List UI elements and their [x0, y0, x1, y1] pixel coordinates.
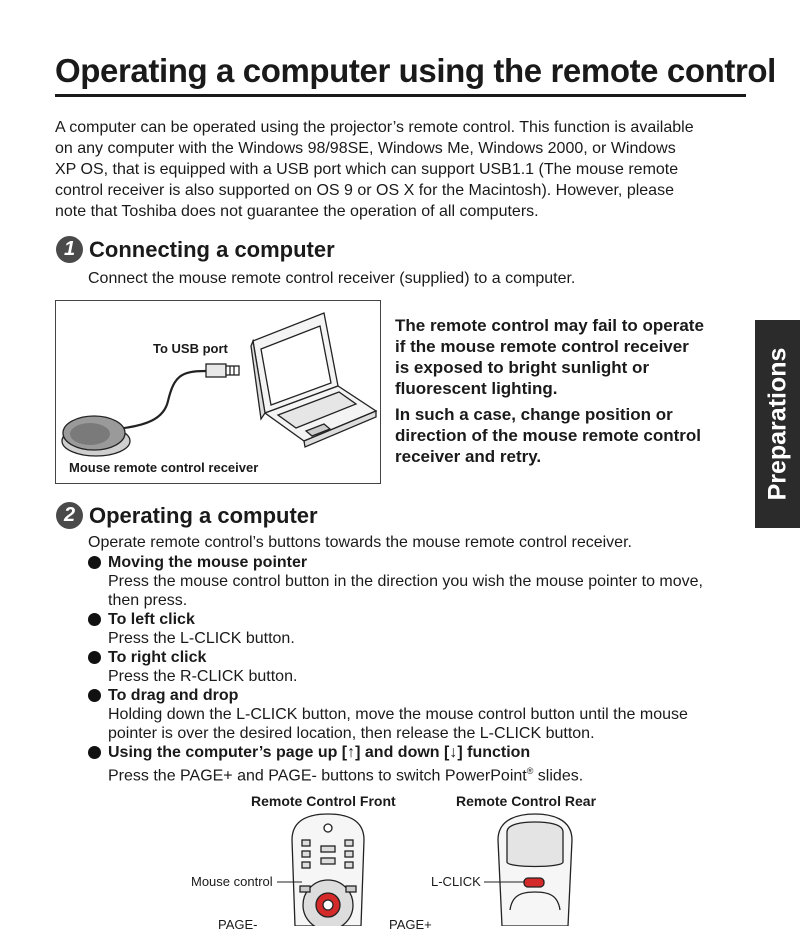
title-underline	[55, 94, 746, 97]
list-item-text: then press.	[108, 592, 188, 609]
section1-text: Connect the mouse remote control receiver (supplied) to a computer.	[88, 270, 576, 287]
warning-line: if the mouse remote control receiver	[395, 337, 689, 356]
remote-rear-title: Remote Control Rear	[456, 793, 597, 809]
section2-title: Operating a computer	[89, 502, 318, 528]
advice-line: direction of the mouse remote control	[395, 426, 702, 445]
registered-mark: ®	[526, 766, 534, 776]
usb-plug-icon	[206, 364, 239, 377]
remote-front-icon	[292, 814, 364, 926]
advice-line: In such a case, change position or	[395, 405, 673, 424]
list-item-text: Press the PAGE+ and PAGE- buttons to switch PowerPoint® slides.	[108, 766, 584, 785]
intro-line: control receiver is also supported on OS 9 or OS X for the Macintosh). However, please	[55, 182, 674, 199]
page-plus-label: PAGE+	[389, 917, 432, 932]
list-item-text: pointer is over the desired location, then release the L-CLICK button.	[108, 725, 595, 742]
list-item	[88, 686, 768, 743]
warning-line: The remote control may fail to operate	[395, 316, 704, 335]
warning-line: fluorescent lighting.	[395, 379, 558, 398]
intro-paragraph	[55, 117, 755, 222]
intro-line: on any computer with the Windows 98/98SE, Windows Me, Windows 2000, or Windows	[55, 140, 676, 157]
usb-cable	[116, 371, 206, 429]
list-item-text: Press the R-CLICK button.	[108, 668, 298, 685]
list-item-text: Holding down the L-CLICK button, move the mouse control button until the mouse	[108, 706, 688, 723]
usb-port-label: To USB port	[153, 341, 228, 356]
operations-list	[88, 553, 768, 785]
bullet-icon	[88, 746, 101, 759]
laptop-receiver-illustration	[56, 301, 380, 483]
side-tab-label: Preparations	[763, 347, 791, 501]
list-item-heading: To right click	[108, 649, 207, 666]
bullet-icon	[88, 689, 101, 702]
intro-line: XP OS, that is equipped with a USB port which can support USB1.1 (The mouse remote	[55, 161, 679, 178]
list-item	[88, 743, 768, 785]
list-item	[88, 648, 768, 686]
remote-illustration	[180, 810, 650, 926]
warning-note	[395, 315, 755, 467]
section1-title: Connecting a computer	[89, 236, 335, 262]
list-item-text: Press the L-CLICK button.	[108, 630, 295, 647]
section1-heading	[56, 236, 335, 263]
step-number-badge: 2	[56, 502, 83, 529]
step-number-badge: 1	[56, 236, 83, 263]
intro-line: A computer can be operated using the projector’s remote control. This function is available	[55, 119, 694, 136]
list-item-text: Press the mouse control button in the direction you wish the mouse pointer to move,	[108, 573, 703, 590]
mouse-receiver-icon	[62, 416, 130, 456]
bullet-icon	[88, 651, 101, 664]
section2-heading	[56, 502, 318, 529]
warning-line: is exposed to bright sunlight or	[395, 358, 650, 377]
page-minus-label: PAGE-	[218, 917, 258, 932]
page-title: Operating a computer using the remote control	[55, 52, 776, 89]
laptop-icon	[251, 313, 376, 447]
list-item-heading: Moving the mouse pointer	[108, 554, 308, 571]
section-side-tab	[755, 320, 800, 528]
connection-figure	[55, 300, 381, 484]
list-item-heading: Using the computer’s page up [↑] and down [↓] function	[108, 744, 531, 761]
bullet-icon	[88, 613, 101, 626]
section2-text: Operate remote control’s buttons towards the mouse remote control receiver.	[88, 534, 632, 551]
remote-front-title: Remote Control Front	[251, 793, 396, 809]
list-item-heading: To drag and drop	[108, 687, 239, 704]
advice-line: receiver and retry.	[395, 447, 542, 466]
list-item	[88, 553, 768, 610]
list-item-heading: To left click	[108, 611, 195, 628]
intro-line: note that Toshiba does not guarantee the operation of all computers.	[55, 203, 539, 220]
bullet-icon	[88, 556, 101, 569]
lclick-label: L-CLICK	[431, 874, 481, 889]
list-item	[88, 610, 768, 648]
receiver-label: Mouse remote control receiver	[69, 460, 259, 475]
mouse-control-label: Mouse control	[191, 874, 273, 889]
remote-rear-icon	[498, 814, 572, 926]
